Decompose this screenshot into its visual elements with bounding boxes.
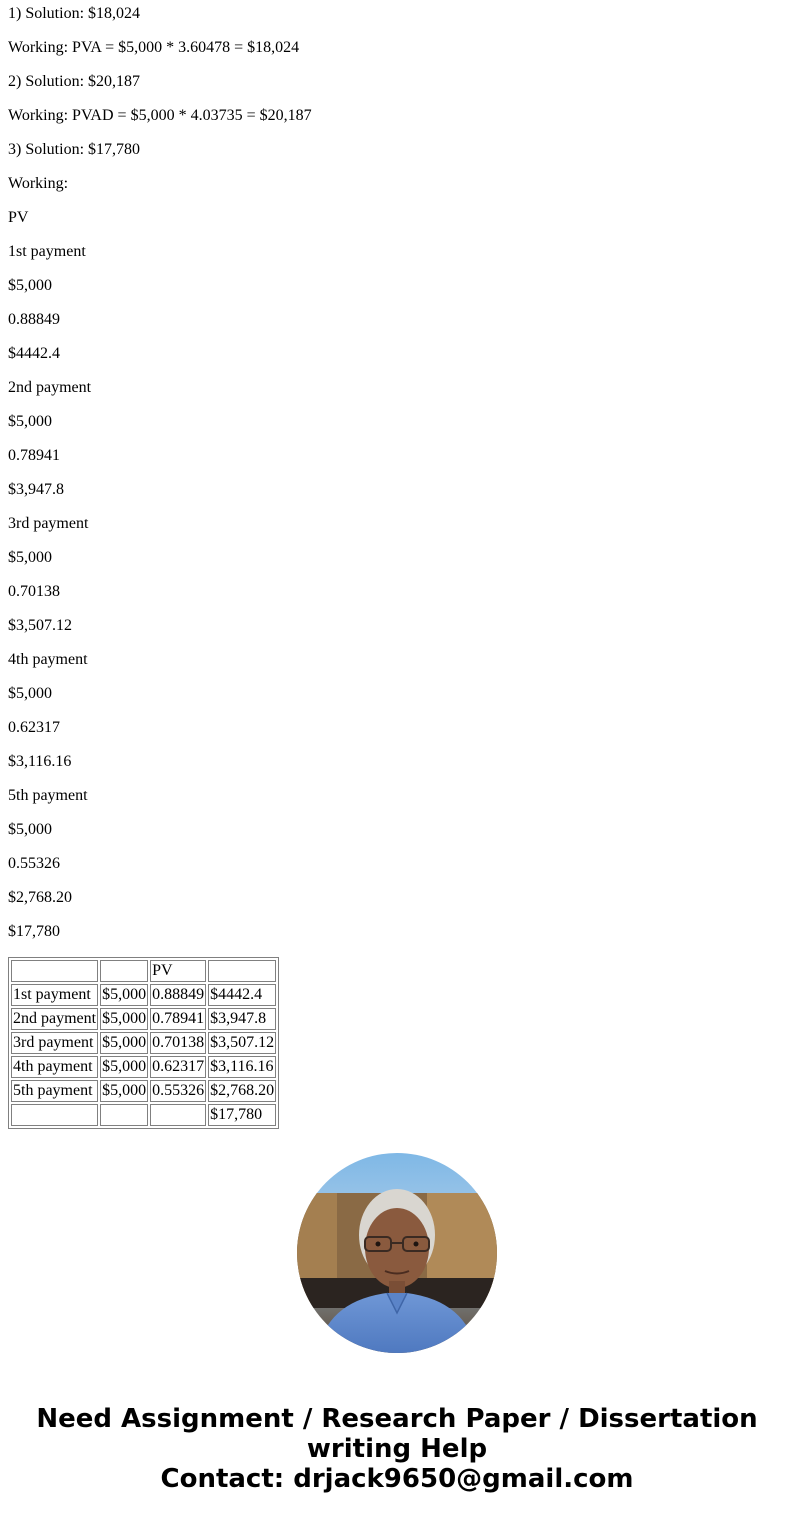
text-line: 0.78941 <box>8 447 60 464</box>
table-cell: $2,768.20 <box>208 1080 276 1102</box>
table-cell: $3,507.12 <box>208 1032 276 1054</box>
text-line: 2nd payment <box>8 379 92 396</box>
table-cell: $17,780 <box>208 1104 276 1126</box>
pv-table <box>8 957 279 1129</box>
promo-contact: Contact: drjack9650@gmail.com <box>160 1464 634 1494</box>
text-line: 0.62317 <box>8 719 60 736</box>
text-line: 1st payment <box>8 243 86 260</box>
table-cell <box>208 960 276 982</box>
text-line: $5,000 <box>8 685 52 702</box>
table-row <box>11 1056 276 1078</box>
text-line: $17,780 <box>8 923 60 940</box>
text-line: 2) Solution: $20,187 <box>8 73 141 90</box>
table-cell: 4th payment <box>11 1056 98 1078</box>
table-cell: 5th payment <box>11 1080 98 1102</box>
text-line: $5,000 <box>8 413 52 430</box>
text-line: 1) Solution: $18,024 <box>8 5 141 22</box>
text-line: $3,947.8 <box>8 481 64 498</box>
table-cell <box>11 960 98 982</box>
avatar-portrait-image <box>297 1153 497 1353</box>
table-cell: 2nd payment <box>11 1008 98 1030</box>
text-line: 0.88849 <box>8 311 60 328</box>
table-row <box>11 1032 276 1054</box>
table-cell <box>11 1104 98 1126</box>
table-cell: 1st payment <box>11 984 98 1006</box>
text-line: $2,768.20 <box>8 889 72 906</box>
text-line: 3) Solution: $17,780 <box>8 141 141 158</box>
table-cell: $5,000 <box>100 1032 148 1054</box>
table-cell: $5,000 <box>100 1080 148 1102</box>
table-cell: 0.78941 <box>150 1008 206 1030</box>
text-line: 3rd payment <box>8 515 89 532</box>
text-line: Working: PVAD = $5,000 * 4.03735 = $20,187 <box>8 107 312 124</box>
text-line: PV <box>8 209 29 226</box>
table-cell: $3,116.16 <box>208 1056 276 1078</box>
table-cell <box>100 960 148 982</box>
table-cell: $3,947.8 <box>208 1008 276 1030</box>
table-cell <box>100 1104 148 1126</box>
text-line: 5th payment <box>8 787 88 804</box>
solution-text <box>8 0 786 952</box>
promo-line: writing Help <box>306 1434 488 1464</box>
table-cell: 0.62317 <box>150 1056 206 1078</box>
table-row <box>11 1104 276 1126</box>
table-cell: 3rd payment <box>11 1032 98 1054</box>
text-line: $4442.4 <box>8 345 60 362</box>
text-line: $3,507.12 <box>8 617 72 634</box>
text-line: $5,000 <box>8 821 52 838</box>
promo-line: Need Assignment / Research Paper / Dissertation <box>36 1404 758 1434</box>
table-cell: $4442.4 <box>208 984 276 1006</box>
promo-banner <box>0 1404 794 1494</box>
text-line: Working: PVA = $5,000 * 3.60478 = $18,024 <box>8 39 300 56</box>
table-cell: $5,000 <box>100 1008 148 1030</box>
table-cell: 0.88849 <box>150 984 206 1006</box>
table-row <box>11 1080 276 1102</box>
text-line: 0.55326 <box>8 855 60 872</box>
table-cell: $5,000 <box>100 984 148 1006</box>
text-line: 4th payment <box>8 651 88 668</box>
text-line: $3,116.16 <box>8 753 72 770</box>
text-line: Working: <box>8 175 69 192</box>
table-row <box>11 1008 276 1030</box>
table-cell: 0.70138 <box>150 1032 206 1054</box>
table-cell: 0.55326 <box>150 1080 206 1102</box>
table-cell: PV <box>150 960 206 982</box>
text-line: $5,000 <box>8 549 52 566</box>
avatar <box>297 1153 497 1353</box>
text-line: 0.70138 <box>8 583 60 600</box>
text-line: $5,000 <box>8 277 52 294</box>
table-row <box>11 960 276 982</box>
table-row <box>11 984 276 1006</box>
table-cell <box>150 1104 206 1126</box>
table-cell: $5,000 <box>100 1056 148 1078</box>
